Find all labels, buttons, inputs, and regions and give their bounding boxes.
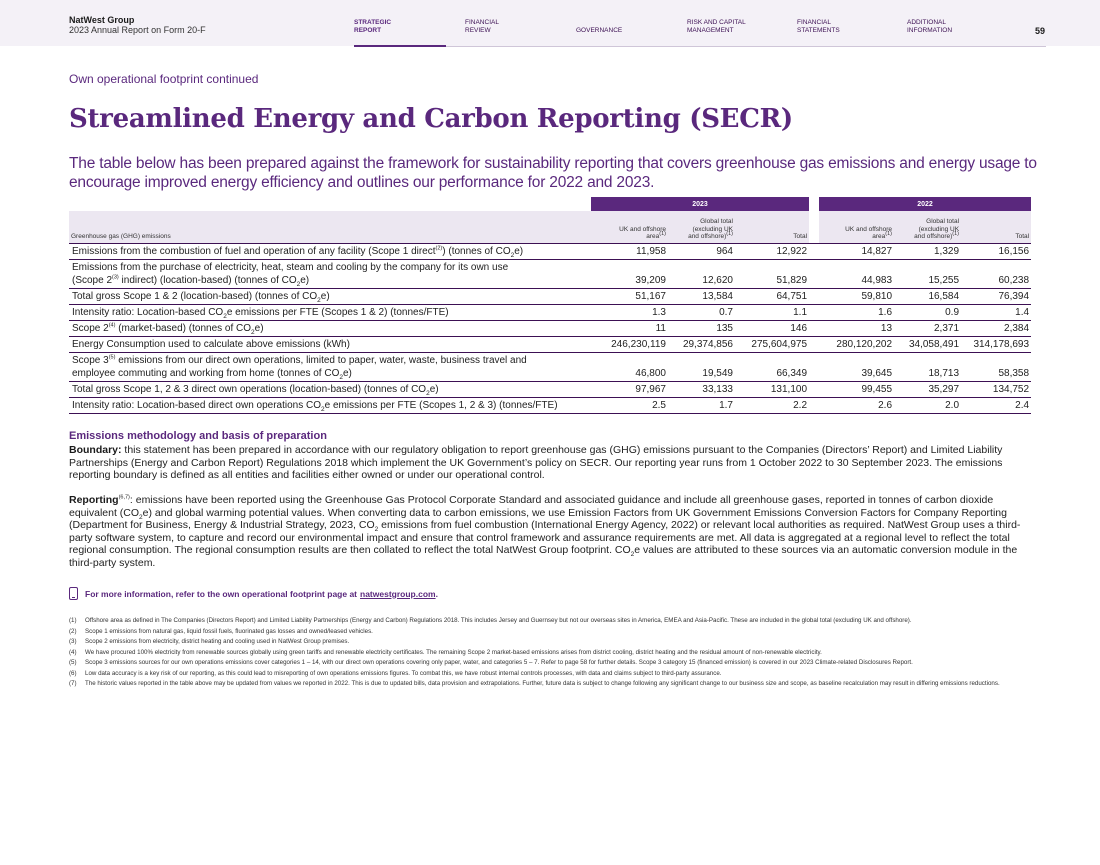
table-row — [69, 259, 1031, 288]
table-cell: 99,455 — [861, 383, 893, 395]
natwestgroup-link[interactable]: natwestgroup.com — [360, 588, 436, 599]
footnote: (5) Scope 3 emissions sources for our own operations emissions cover categories 1 – 14, with our direct own operations covering only paper, water, and categories 5 – 7. Refer to page 58 for further details. Scope 3 category 15 (financed emission) is covered in our 2023 Climate-related Disclosures Report. — [69, 659, 913, 666]
nav-financial-statements[interactable]: FINANCIAL STATEMENTS — [797, 19, 840, 34]
table-cell: 11 — [655, 322, 666, 334]
methodology-heading: Emissions methodology and basis of preparation — [69, 430, 327, 442]
table-cell: 0.7 — [719, 306, 733, 318]
table-cell: 39,645 — [861, 367, 893, 379]
footnote: (6) Low data accuracy is a key risk of our reporting, as this could lead to misreporting of own operations emissions figures. To combat this, we have robust internal controls processes, with data and claims subject to third-party assurance. — [69, 669, 722, 677]
active-nav-underline — [354, 45, 446, 47]
table-cell: 134,752 — [992, 383, 1030, 395]
table-cell: 135 — [716, 322, 733, 334]
table-cell: 1.4 — [1015, 306, 1030, 318]
table-cell: 15,255 — [928, 274, 960, 286]
table-cell: 275,604,975 — [751, 338, 808, 350]
table-row — [69, 243, 1031, 259]
section-nav — [354, 19, 1044, 47]
table-cell: 60,238 — [998, 274, 1030, 286]
row-label: Scope 2$^{(4)}$ (market-based) (tonnes of $CO_2e$) — [72, 322, 264, 336]
table-cell: 0.9 — [945, 306, 960, 318]
table-row — [69, 320, 1031, 336]
table-cell: 59,810 — [861, 290, 893, 302]
table-cell: 33,133 — [702, 383, 733, 395]
table-row — [69, 381, 1031, 397]
footnote: (2) Scope 1 emissions from natural gas, liquid fossil fuels, fluorinated gas losses and owned/leased vehicles. — [69, 627, 373, 635]
more-info-line: For more information, refer to the own operational footprint page at natwestgroup.com . — [69, 587, 438, 600]
table-cell: 2,371 — [934, 322, 960, 334]
table-row — [69, 352, 1031, 381]
phone-icon — [69, 587, 78, 600]
col-total-2022: Total — [961, 211, 1031, 243]
nav-divider — [446, 46, 1046, 47]
footnote: (3) Scope 2 emissions from electricity, district heating and cooling used in NatWest Group premises. — [69, 638, 350, 645]
row-label: Emissions from the combustion of fuel and operation of any facility (Scope 1 direct$^{(2)}$) (tonnes of $CO_2e$) — [72, 245, 524, 259]
brand-block — [69, 15, 206, 36]
table-cell: 1.1 — [793, 306, 808, 318]
table-cell: 1.6 — [878, 306, 893, 318]
year-2023-header: 2023 — [591, 197, 809, 211]
boundary-paragraph: Boundary: this statement has been prepared in accordance with our regulatory obligation to report greenhouse gas (GHG) emissions pursuant to the Companies (Directors’ Report) and Limited Liability Partnerships (Energy and Carbon Report) Regulations 2018 which implement the UK Government’s policy on SECR. Our reporting year runs from 1 October 2022 to 30 September 2023. The emissions reporting boundary is defined as all entities and facilities either owned or under our operational control. — [69, 444, 1003, 481]
table-cell: 280,120,202 — [836, 338, 893, 350]
table-cell: 246,230,119 — [611, 338, 666, 350]
intro-text: The table below has been prepared against the framework for sustainability reporting that covers greenhouse gas emissions and energy usage to encourage improved energy efficiency and outlines our performance for 2022 and 2023. — [69, 155, 1037, 191]
nav-strategic-report[interactable]: STRATEGIC REPORT — [354, 19, 392, 34]
table-cell: 1.3 — [652, 306, 666, 318]
row-label: Energy Consumption used to calculate above emissions (kWh) — [72, 338, 350, 350]
table-cell: 34,058,491 — [908, 338, 960, 350]
col-global-2022: Global total (excluding UK and offshore)$^{(1)}$ — [894, 211, 961, 243]
row-label: Intensity ratio: Location-based direct own operations $CO_2e$ emissions per FTE (Scopes 1, 2 & 3) (tonnes/FTE) — [72, 399, 558, 413]
page-title: Streamlined Energy and Carbon Reporting (SECR) — [69, 104, 793, 134]
table-cell: 2.6 — [878, 399, 893, 411]
table-cell: 51,829 — [776, 274, 808, 286]
table-cell: 11,958 — [636, 245, 666, 257]
row-label: Total gross Scope 1, 2 & 3 direct own operations (location-based) (tonnes of $CO_2e$) — [72, 383, 439, 397]
report-name: 2023 Annual Report on Form 20-F — [69, 25, 206, 35]
table-cell: 2.2 — [793, 399, 808, 411]
col-uk-offshore-2023: UK and offshore area$^{(1)}$ — [591, 211, 668, 243]
table-cell: 19,549 — [702, 367, 733, 379]
row-label: Total gross Scope 1 & 2 (location-based) (tonnes of $CO_2e$) — [72, 290, 330, 304]
table-cell: 46,800 — [635, 367, 666, 379]
table-cell: 66,349 — [776, 367, 808, 379]
table-cell: 51,167 — [635, 290, 666, 302]
table-cell: 2.4 — [1015, 399, 1030, 411]
table-cell: 16,156 — [998, 245, 1030, 257]
table-cell: 146 — [790, 322, 808, 334]
table-cell: 64,751 — [776, 290, 808, 302]
table-cell: 13 — [880, 322, 893, 334]
table-cell: 16,584 — [928, 290, 960, 302]
table-cell: 97,967 — [635, 383, 666, 395]
table-row — [69, 336, 1031, 352]
nav-financial-review[interactable]: FINANCIAL REVIEW — [465, 19, 499, 34]
col-uk-offshore-2022: UK and offshore area$^{(1)}$ — [819, 211, 894, 243]
table-cell: 12,620 — [702, 274, 733, 286]
table-cell: 131,100 — [770, 383, 808, 395]
col-total-2023: Total — [735, 211, 809, 243]
table-cell: 13,584 — [702, 290, 733, 302]
table-cell: 2.5 — [652, 399, 666, 411]
table-cell: 12,922 — [776, 245, 808, 257]
footnote: (4) We have procured 100% electricity from renewable sources globally using green tariffs and renewable electricity certificates. The remaining Scope 2 market-based emissions arises from district cooling, district heating and the residual amount of non-renewable electricity. — [69, 648, 822, 656]
table-row — [69, 288, 1031, 304]
table-row — [69, 304, 1031, 320]
table-row — [69, 397, 1031, 413]
nav-governance[interactable]: GOVERNANCE — [576, 27, 623, 34]
year-2022-header: 2022 — [819, 197, 1031, 211]
row-label: Intensity ratio: Location-based $CO_2e$ emissions per FTE (Scopes 1 & 2) (tonnes/FTE) — [72, 306, 449, 320]
table-cell: 964 — [716, 245, 733, 257]
nav-additional-info[interactable]: ADDITIONAL INFORMATION — [907, 19, 953, 34]
reporting-paragraph: Reporting$^{(6,7)}$: emissions have been reported using the Greenhouse Gas Protocol Corporate Standard and associated guidance and include all greenhouse gases, reported in tonnes of carbon dioxide equivalent $(CO_2e)$ and global warming potential values. When converting data to carbon emissions, we use Emission Factors from UK Government Emissions Conversion Factors for Company Reporting (Department for Business, Energy & Industrial Strategy, 2023, $CO_2$ emissions from fuel combustion (International Energy Agency, 2022) or relevant local authorities as required. NatWest Group uses a third-party software system, to capture and record our environmental impact and ensure that control framework and assurance requirements are met. All data is aggregated at a regional level to reflect the total regional consumption. The regional consumption results are then collated to reflect the total NatWest Group footprint. $CO_2e$ values are attributed to these sources via an automatic conversion module in the third-party system. — [69, 494, 1021, 569]
table-cell: 39,209 — [635, 274, 666, 286]
company-name: NatWest Group — [69, 15, 135, 25]
table-cell: 1.7 — [719, 399, 733, 411]
table-cell: 2,384 — [1004, 322, 1030, 334]
secr-table — [69, 197, 1031, 414]
table-cell: 314,178,693 — [973, 338, 1030, 350]
row-label: Scope 3$^{(5)}$ emissions from our direct own operations, limited to paper, water, waste, business travel and employee commuting and working from home (tonnes of $CO_2e$) — [72, 354, 527, 381]
row-label: Emissions from the purchase of electricity, heat, steam and cooling by the company for its own use (Scope 2$^{(3)}$ indirect) (location-based) (tonnes of $CO_2e$) — [72, 261, 509, 288]
footnote: (1) Offshore area as defined in The Companies (Directors Report) and Limited Liability Partnerships (Energy and Carbon) Regulations 2018. This includes Jersey and Guernsey but not our overseas sites in America, EMEA and Asia-Pacific. These are included in the global total (excluding UK and offshore). — [69, 617, 912, 624]
col-global-2023: Global total (excluding UK and offshore)$^{(1)}$ — [668, 211, 735, 243]
nav-risk-capital[interactable]: RISK AND CAPITAL MANAGEMENT — [687, 19, 746, 34]
section-label: Own operational footprint continued — [69, 72, 259, 86]
table-cell: 1,329 — [934, 245, 960, 257]
footnotes — [69, 617, 1044, 691]
table-cell: 2.0 — [945, 399, 960, 411]
table-cell: 29,374,856 — [682, 338, 733, 350]
footnote: (7) The historic values reported in the table above may be updated from values we reported in 2022. This is due to updated bills, data provision and extrapolations. Further, future data is subject to change following any significant change to our business size and scope, as baseline recalculation may result in differing emissions reductions. — [69, 680, 1000, 687]
table-cell: 14,827 — [861, 245, 893, 257]
table-cell: 76,394 — [998, 290, 1030, 302]
page-number: 59 — [1034, 26, 1045, 36]
table-cell: 35,297 — [928, 383, 960, 395]
table-cell: 18,713 — [928, 367, 960, 379]
table-cell: 58,358 — [998, 367, 1030, 379]
ghg-column-header: Greenhouse gas (GHG) emissions — [69, 211, 591, 243]
table-cell: 44,983 — [861, 274, 893, 286]
